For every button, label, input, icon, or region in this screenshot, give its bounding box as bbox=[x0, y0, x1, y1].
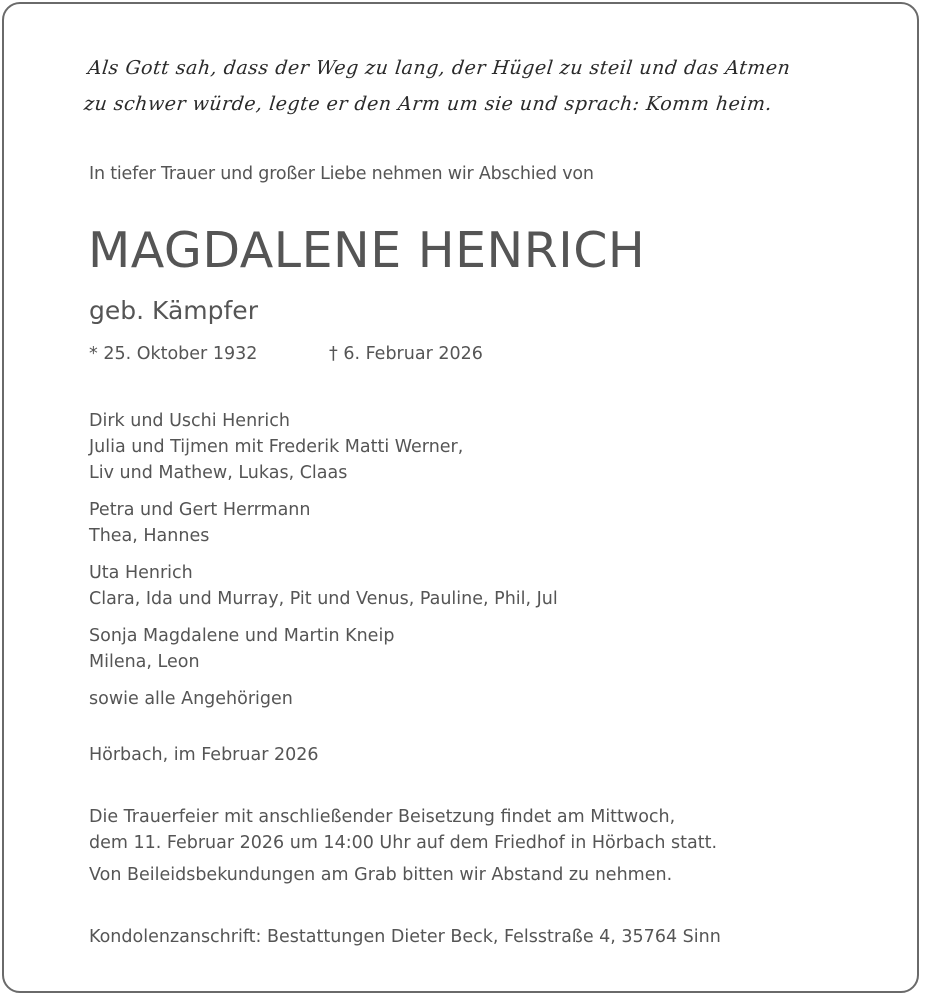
ceremony-line: Von Beileidsbekundungen am Grab bitten wir Abstand zu nehmen. bbox=[89, 865, 673, 885]
birth-date: * 25. Oktober 1932 bbox=[89, 344, 258, 364]
intro-text: In tiefer Trauer und großer Liebe nehmen wir Abschied von bbox=[89, 164, 594, 184]
death-date: † 6. Februar 2026 bbox=[329, 344, 483, 364]
mourner-line: Clara, Ida und Murray, Pit und Venus, Pauline, Phil, Jul bbox=[89, 589, 558, 609]
mourners-list bbox=[89, 408, 849, 723]
life-dates bbox=[89, 344, 483, 364]
mourner-group bbox=[89, 623, 849, 675]
mourner-line: Dirk und Uschi Henrich bbox=[89, 411, 290, 431]
maiden-name: geb. Kämpfer bbox=[89, 296, 258, 325]
mourner-line: Milena, Leon bbox=[89, 652, 200, 672]
condolence-address: Kondolenzanschrift: Bestattungen Dieter Beck, Felsstraße 4, 35764 Sinn bbox=[89, 927, 721, 947]
handwritten-verse bbox=[82, 50, 880, 122]
mourner-line: Sonja Magdalene und Martin Kneip bbox=[89, 626, 395, 646]
ceremony-line: Die Trauerfeier mit anschließender Beisetzung findet am Mittwoch, bbox=[89, 807, 676, 827]
deceased-name: MAGDALENE HENRICH bbox=[88, 222, 646, 279]
mourner-group bbox=[89, 686, 849, 712]
mourner-line: sowie alle Angehörigen bbox=[89, 689, 293, 709]
mourner-group bbox=[89, 408, 849, 486]
mourner-line: Liv und Mathew, Lukas, Claas bbox=[89, 463, 348, 483]
mourner-line: Uta Henrich bbox=[89, 563, 193, 583]
mourner-line: Julia und Tijmen mit Frederik Matti Werner, bbox=[89, 437, 464, 457]
mourner-line: Thea, Hannes bbox=[89, 526, 210, 546]
ceremony-line: dem 11. Februar 2026 um 14:00 Uhr auf dem Friedhof in Hörbach statt. bbox=[89, 833, 718, 853]
place-and-date: Hörbach, im Februar 2026 bbox=[89, 745, 319, 765]
mourner-line: Petra und Gert Herrmann bbox=[89, 500, 311, 520]
verse-line: zu schwer würde, legte er den Arm um sie und sprach: Komm heim. bbox=[82, 93, 774, 115]
ceremony-info bbox=[89, 804, 717, 888]
mourner-group bbox=[89, 560, 849, 612]
verse-line: Als Gott sah, dass der Weg zu lang, der Hügel zu steil und das Atmen bbox=[86, 57, 792, 79]
mourner-group bbox=[89, 497, 849, 549]
